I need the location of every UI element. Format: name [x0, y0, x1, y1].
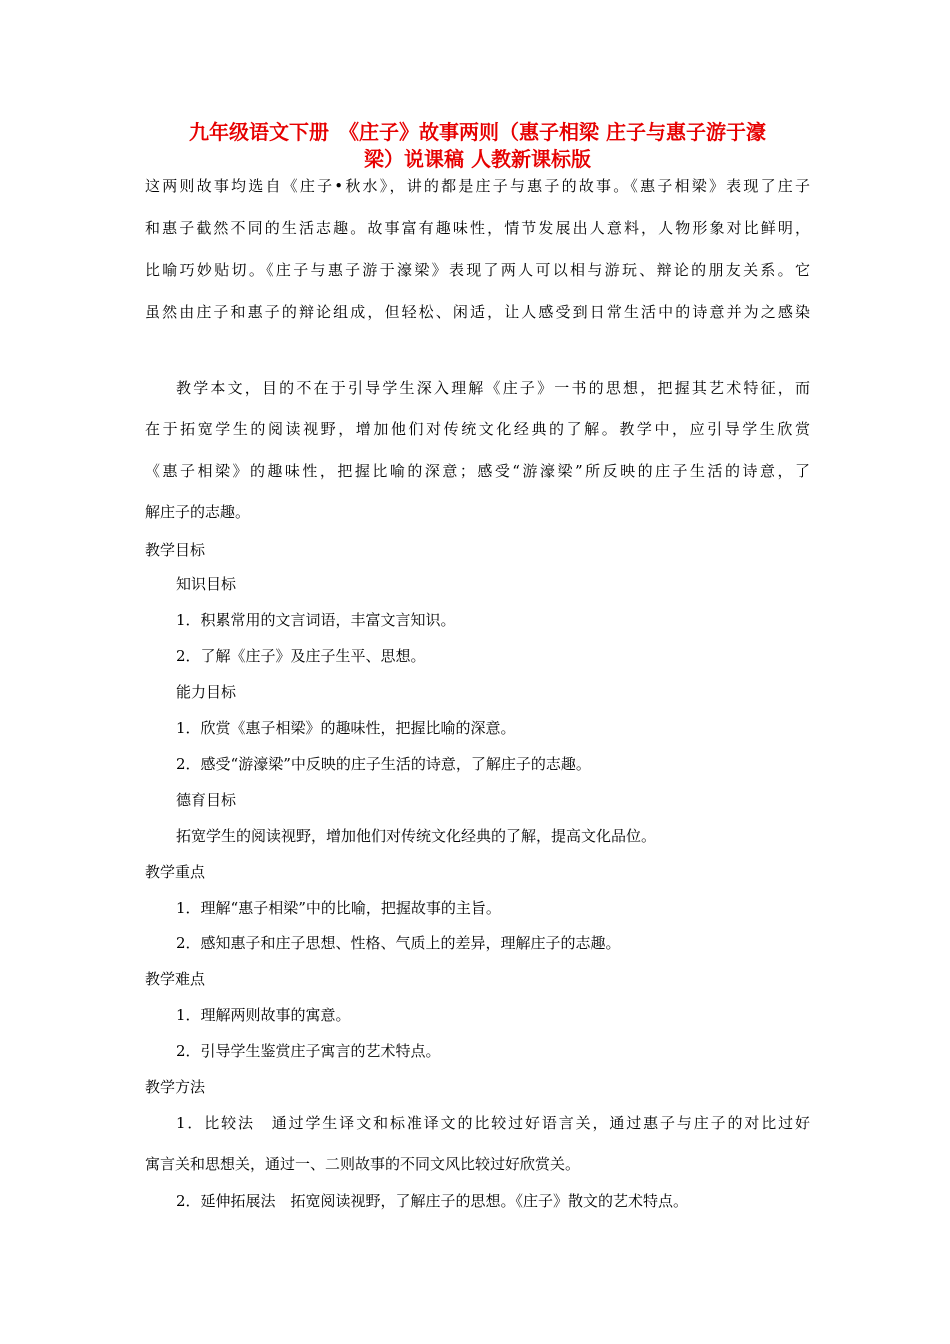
knowledge-goal-item: 2．了解《庄子》及庄子生平、思想。 — [176, 647, 426, 665]
purpose-line-3: 《惠子相梁》的趣味性，把握比喻的深意；感受“游濠梁”所反映的庄子生活的诗意，了 — [145, 462, 810, 480]
key-points-heading: 教学重点 — [145, 863, 206, 881]
title-line-2: 梁）说课稿 人教新课标版 — [364, 147, 591, 171]
goals-heading: 教学目标 — [145, 541, 206, 559]
moral-goal-text: 拓宽学生的阅读视野，增加他们对传统文化经典的了解，提高文化品位。 — [176, 827, 657, 845]
intro-line-3: 比喻巧妙贴切。《庄子与惠子游于濠梁》表现了两人可以相与游玩、辩论的朋友关系。它 — [145, 261, 810, 279]
document-title — [145, 119, 810, 173]
difficulty-item: 2．引导学生鉴赏庄子寓言的艺术特点。 — [176, 1042, 441, 1060]
knowledge-goals-heading: 知识目标 — [176, 575, 237, 593]
ability-goal-item: 1．欣赏《惠子相梁》的趣味性，把握比喻的深意。 — [176, 719, 516, 737]
purpose-line-1: 教学本文，目的不在于引导学生深入理解《庄子》一书的思想，把握其艺术特征，而 — [176, 379, 810, 397]
method-item-2: 2．延伸拓展法 拓宽阅读视野，了解庄子的思想。《庄子》散文的艺术特点。 — [176, 1192, 689, 1210]
ability-goals-heading: 能力目标 — [176, 683, 237, 701]
key-point-item: 2．感知惠子和庄子思想、性格、气质上的差异，理解庄子的志趣。 — [176, 934, 621, 952]
difficulty-item: 1．理解两则故事的寓意。 — [176, 1006, 351, 1024]
knowledge-goal-item: 1．积累常用的文言词语，丰富文言知识。 — [176, 611, 456, 629]
method-item-1-line-2: 寓言关和思想关，通过一、二则故事的不同文风比较过好欣赏关。 — [145, 1155, 581, 1173]
title-line-1: 九年级语文下册 《庄子》故事两则（惠子相梁 庄子与惠子游于濠 — [189, 120, 766, 144]
moral-goals-heading: 德育目标 — [176, 791, 237, 809]
ability-goal-item: 2．感受“游濠梁”中反映的庄子生活的诗意，了解庄子的志趣。 — [176, 755, 591, 773]
intro-line-2: 和惠子截然不同的生活志趣。故事富有趣味性，情节发展出人意料，人物形象对比鲜明， — [145, 219, 810, 237]
purpose-line-2: 在于拓宽学生的阅读视野，增加他们对传统文化经典的了解。教学中，应引导学生欣赏 — [145, 420, 810, 438]
purpose-line-4: 解庄子的志趣。 — [145, 503, 251, 521]
method-item-1-line-1: 1．比较法 通过学生译文和标准译文的比较过好语言关，通过惠子与庄子的对比过好 — [176, 1114, 810, 1132]
intro-line-1: 这两则故事均选自《庄子•秋水》，讲的都是庄子与惠子的故事。《惠子相梁》表现了庄子 — [145, 177, 810, 195]
methods-heading: 教学方法 — [145, 1078, 206, 1096]
intro-line-4: 虽然由庄子和惠子的辩论组成，但轻松、闲适，让人感受到日常生活中的诗意并为之感染 — [145, 303, 810, 321]
difficulties-heading: 教学难点 — [145, 970, 206, 988]
key-point-item: 1．理解“惠子相梁”中的比喻，把握故事的主旨。 — [176, 899, 501, 917]
